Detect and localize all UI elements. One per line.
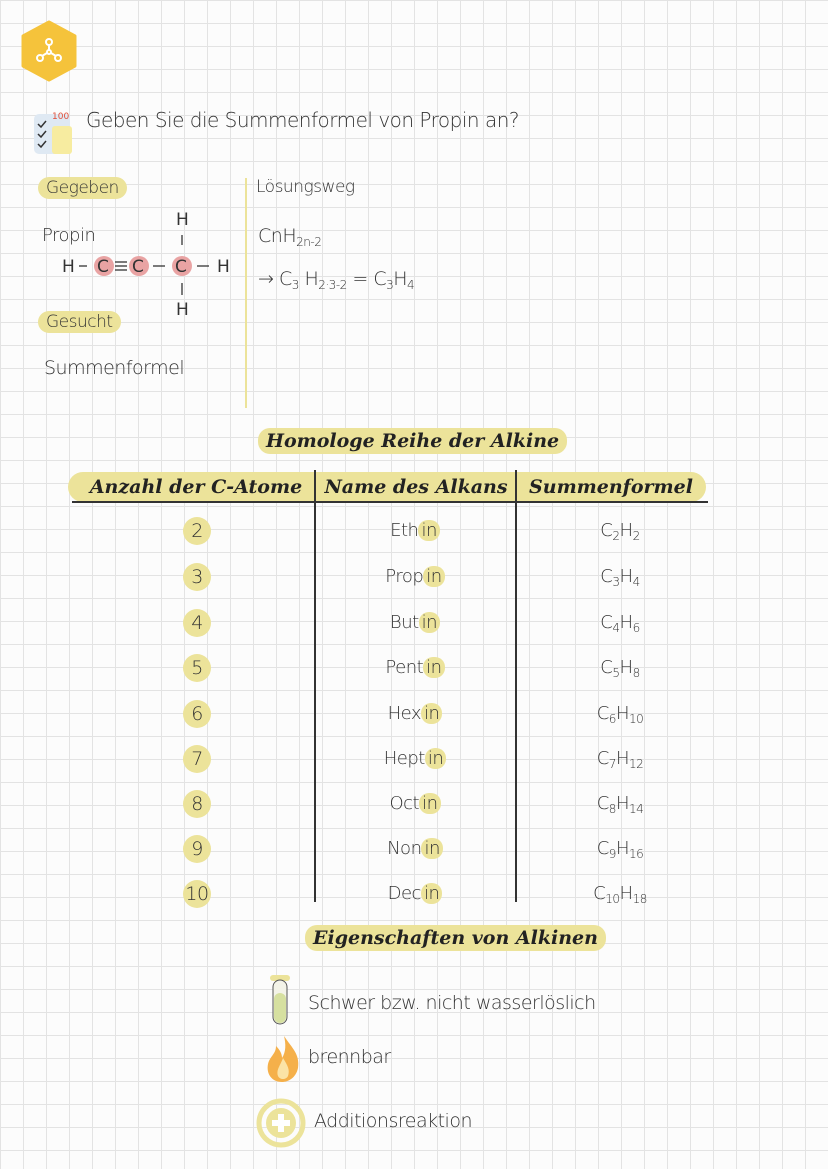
table-title: Homologe Reihe der Alkine [258,428,567,454]
carbon-count: 7 [183,745,211,773]
given-substance: Propin [42,225,96,246]
table-header-rule [72,501,708,503]
molecular-formula: $C_5H_8$ [600,657,640,680]
header-formula: Summenformel [529,476,693,498]
molecular-formula: $C_8H_{14}$ [596,793,644,816]
carbon-count: 2 [183,517,211,545]
plus-circle-icon [255,1097,307,1149]
logo-icon [18,20,80,82]
test-tube-icon [262,975,306,1025]
alkyne-name: Pent in [340,654,490,682]
table-row [0,563,828,609]
checklist-icon [30,108,76,158]
wanted-value: Summenformel [44,357,185,379]
atom-h-bottom: H [176,300,189,317]
table-row [0,654,828,700]
svg-text:100: 100 [52,112,70,122]
divider-line [245,178,247,408]
property-solubility: Schwer bzw. nicht wasserlöslich [308,992,596,1014]
table-row [0,880,828,926]
table-row [0,835,828,881]
carbon-count: 5 [183,654,211,682]
table-row [0,700,828,746]
molecular-formula: $C_2H_2$ [600,520,640,543]
propyne-structure [60,205,240,317]
task-question: Geben Sie die Summenformel von Propin an? [86,108,519,132]
atom-h-top: H [176,210,189,230]
given-label: Gegeben [38,177,127,199]
alkyne-name: Oct in [340,790,490,818]
atom-c1: C [97,257,109,277]
header-name: Name des Alkans [324,476,508,498]
alkyne-name: Hept in [340,745,490,773]
property-addition: Additionsreaktion [314,1110,472,1132]
molecular-formula: $C_3H_4$ [600,566,640,589]
general-formula: CnH$_{2n-2}$ [258,225,322,249]
solution-label: Lösungsweg [256,177,355,197]
carbon-count: 10 [183,880,211,908]
flame-icon [262,1034,306,1084]
molecular-formula: $C_7H_{12}$ [596,748,644,771]
carbon-count: 3 [183,563,211,591]
molecular-formula: $C_6H_{10}$ [596,703,644,726]
carbon-count: 8 [183,790,211,818]
carbon-count: 4 [183,609,211,637]
wanted-label: Gesucht [38,311,121,333]
molecular-formula: $C_{10}H_{18}$ [593,883,647,906]
property-flammable: brennbar [308,1046,391,1068]
alkyne-name: Dec in [340,880,490,908]
molecular-formula: $C_9H_{16}$ [596,838,644,861]
carbon-count: 9 [183,835,211,863]
alkyne-name: Eth in [340,517,490,545]
atom-c2: C [132,257,144,277]
atom-h-left: H [62,257,75,277]
alkyne-name: Prop in [340,563,490,591]
properties-title: Eigenschaften von Alkinen [305,925,606,951]
calculation-step: → $C_3$ $H_{2\cdot 3-2} = C_3H_4$ [258,268,415,292]
atom-c3: C [175,257,187,277]
table-row [0,517,828,563]
header-count: Anzahl der C-Atome [89,476,303,498]
table-row [0,609,828,655]
alkyne-name: But in [340,609,490,637]
molecular-formula: $C_4H_6$ [600,612,640,635]
table-row [0,790,828,836]
atom-h-right: H [217,257,230,277]
alkyne-name: Non in [340,835,490,863]
alkyne-name: Hex in [340,700,490,728]
carbon-count: 6 [183,700,211,728]
table-row [0,745,828,791]
